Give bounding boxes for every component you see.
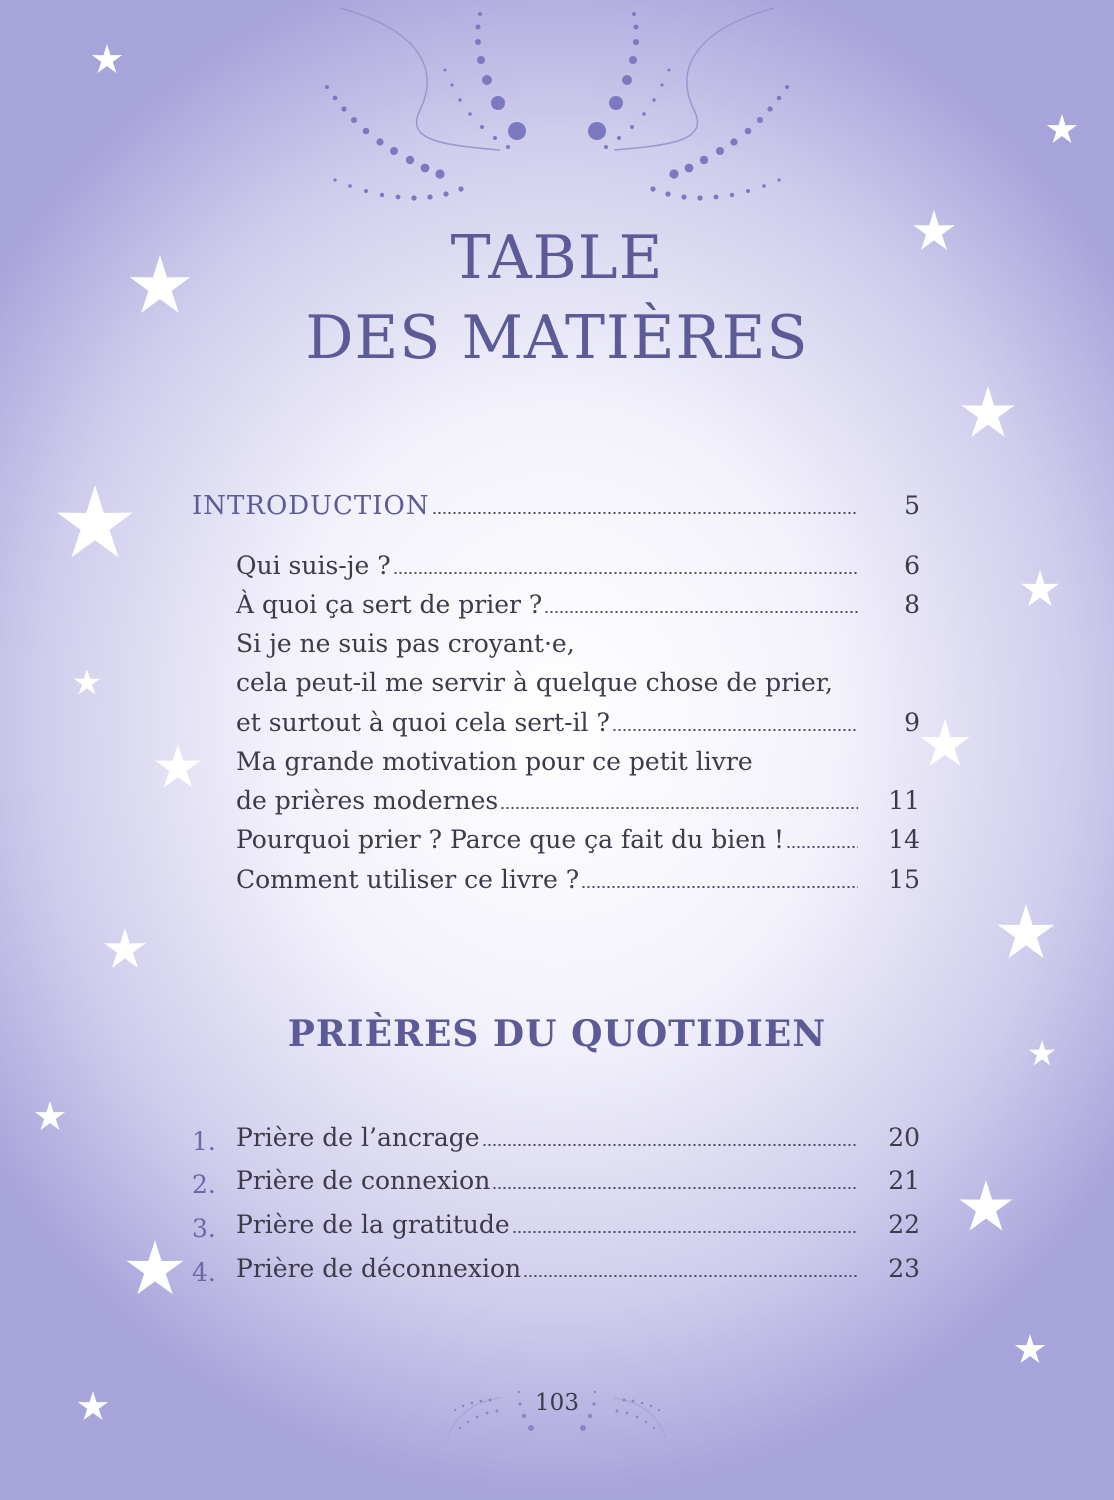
- page-folio: 103: [535, 1390, 579, 1416]
- star-icon: [104, 928, 146, 968]
- toc-entry-number: 3.: [192, 1214, 216, 1243]
- toc-entry-label: Comment utiliser ce livre ?: [236, 865, 580, 894]
- toc-entry-label: et surtout à quoi cela sert-il ?: [236, 708, 610, 737]
- toc-page-number: 5: [904, 491, 920, 520]
- toc-page-number: 8: [904, 590, 920, 619]
- toc-page-number: 20: [888, 1123, 920, 1152]
- page-title-line-2: DES MATIÈRES: [305, 303, 809, 373]
- toc-entry-label: Prière de l’ancrage: [236, 1123, 480, 1152]
- toc-page-number: 21: [888, 1166, 920, 1195]
- toc-entry[interactable]: [192, 1163, 920, 1199]
- star-icon: [57, 485, 133, 557]
- dot-leader: [512, 1231, 858, 1233]
- toc-entry[interactable]: [192, 1120, 920, 1156]
- toc-heading-introduction: INTRODUCTION: [192, 491, 430, 521]
- toc-page-number: 6: [904, 551, 920, 580]
- dotted-arc-ornament-icon: [325, 8, 789, 201]
- star-icon: [920, 719, 969, 766]
- section-heading: PRIÈRES DU QUOTIDIEN: [287, 1013, 827, 1055]
- toc-entry-label-line[interactable]: Si je ne suis pas croyant·e,: [236, 629, 575, 658]
- dot-leader: [523, 1275, 858, 1277]
- toc-entry-label: Qui suis-je ?: [236, 551, 391, 580]
- star-icon: [959, 1180, 1012, 1231]
- star-icon: [1015, 1334, 1045, 1363]
- dot-leader: [432, 512, 858, 514]
- toc-entry-label: Pourquoi prier ? Parce que ça fait du bien !: [236, 825, 785, 854]
- toc-entry[interactable]: [236, 705, 920, 741]
- star-icon: [998, 904, 1055, 958]
- toc-entry-label: Prière de connexion: [236, 1166, 491, 1195]
- toc-entry[interactable]: [192, 1251, 920, 1287]
- toc-page-number: 9: [904, 708, 920, 737]
- toc-entry[interactable]: [236, 783, 920, 819]
- star-icon: [92, 44, 122, 73]
- star-icon: [1047, 114, 1077, 143]
- dot-leader: [482, 1144, 858, 1146]
- toc-entry-label: Prière de la gratitude: [236, 1210, 510, 1239]
- star-icon: [127, 1240, 184, 1294]
- star-icon: [35, 1101, 65, 1130]
- toc-entry[interactable]: [192, 1207, 920, 1243]
- page-title-line-1: TABLE: [450, 223, 664, 293]
- star-icon: [961, 386, 1014, 437]
- toc-entry-number: 4.: [192, 1258, 216, 1287]
- toc-entry[interactable]: [236, 862, 920, 898]
- toc-page-number: 11: [888, 786, 920, 815]
- dot-leader: [786, 846, 858, 848]
- star-icon: [155, 744, 201, 787]
- toc-entry-label: Prière de déconnexion: [236, 1254, 522, 1283]
- toc-entry-label-line[interactable]: cela peut-il me servir à quelque chose de prier,: [236, 668, 833, 697]
- dot-leader: [492, 1187, 858, 1189]
- toc-entry-number: 1.: [192, 1127, 216, 1156]
- toc-entry[interactable]: [236, 587, 920, 623]
- toc-page-number: 15: [888, 865, 920, 894]
- dot-leader: [612, 729, 858, 731]
- dot-leader: [393, 572, 858, 574]
- toc-page-number: 22: [888, 1210, 920, 1239]
- star-icon: [1021, 570, 1059, 606]
- toc-entry-number: 2.: [192, 1170, 216, 1199]
- star-icon: [74, 669, 101, 694]
- toc-entry-label: de prières modernes: [236, 786, 499, 815]
- toc-page-number: 23: [888, 1254, 920, 1283]
- toc-entry[interactable]: [236, 548, 920, 584]
- dot-leader: [544, 611, 858, 613]
- toc-entry-label: À quoi ça sert de prier ?: [236, 590, 543, 619]
- toc-page-number: 14: [888, 825, 920, 854]
- dot-leader: [581, 886, 858, 888]
- toc-entry-label-line[interactable]: Ma grande motivation pour ce petit livre: [236, 747, 753, 776]
- toc-entry[interactable]: [236, 822, 920, 858]
- dot-leader: [500, 807, 858, 809]
- toc-entry-introduction[interactable]: [192, 488, 920, 524]
